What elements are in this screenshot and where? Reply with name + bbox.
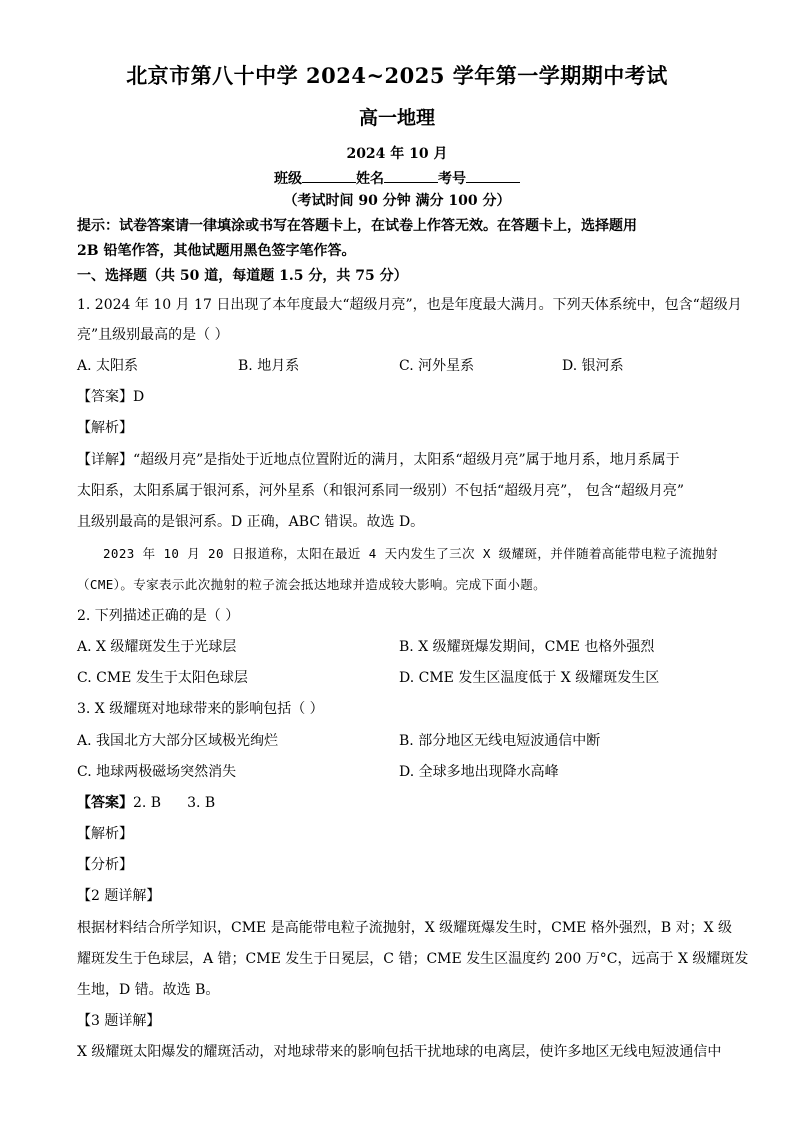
q23-analysis-label: 【解析】 xyxy=(77,826,133,842)
number-label: 考号 xyxy=(438,171,466,187)
q1-analysis-label: 【解析】 xyxy=(77,420,133,436)
student-info-row xyxy=(0,168,794,189)
q1-answer: 【答案】D xyxy=(77,389,145,405)
q2-detail-line-2: 耀斑发生于色球层，A 错；CME 发生于日冕层，C 错；CME 发生区温度约 200 万°C，远高于 X 级耀斑发 xyxy=(77,951,749,967)
q2-option-b: B. X 级耀斑爆发期间，CME 也格外强烈 xyxy=(399,639,655,655)
class-label: 班级 xyxy=(274,171,302,187)
q2-stem: 2. 下列描述正确的是（ ） xyxy=(77,608,240,624)
exam-title: 北京市第八十中学 2024~2025 学年第一学期期中考试 xyxy=(126,63,668,88)
q2-detail-line-1: 根据材料结合所学知识，CME 是高能带电粒子流抛射，X 级耀斑爆发生时，CME 格外强烈，B 对；X 级 xyxy=(77,920,733,936)
q3-detail-line-1: X 级耀斑太阳爆发的耀斑活动，对地球带来的影响包括干扰地球的电离层，使许多地区无线电短波通信中 xyxy=(77,1044,722,1060)
q3-option-a: A. 我国北方大部分区域极光绚烂 xyxy=(77,733,279,749)
section-heading: 一、选择题（共 50 道，每道题 1.5 分，共 75 分） xyxy=(77,268,408,284)
q2-option-c: C. CME 发生于太阳色球层 xyxy=(77,670,248,686)
q23-fenxi-label: 【分析】 xyxy=(77,857,133,873)
q1-option-c: C. 河外星系 xyxy=(399,358,475,374)
q3-answer: 3. B xyxy=(187,795,216,811)
q1-detail-line-1: 【详解】“超级月亮”是指处于近地点位置附近的满月，太阳系“超级月亮”属于地月系，地月系属于 xyxy=(77,452,680,468)
exam-time-info: （考试时间 90 分钟 满分 100 分） xyxy=(283,193,511,209)
q1-detail-line-3: 且级别最高的是银河系。D 正确，ABC 错误。故选 D。 xyxy=(77,514,425,530)
q3-option-b: B. 部分地区无线电短波通信中断 xyxy=(399,733,601,749)
q23-answer-label: 【答案】 xyxy=(77,795,133,811)
q3-option-c: C. 地球两极磁场突然消失 xyxy=(77,764,237,780)
exam-date: 2024 年 10 月 xyxy=(346,146,448,162)
q1-detail-line-2: 太阳系，太阳系属于银河系，河外星系（和银河系同一级别）不包括“超级月亮”， 包含“超级月亮” xyxy=(77,483,685,499)
q2-option-a: A. X 级耀斑发生于光球层 xyxy=(77,639,237,655)
q2-detail-line-3: 生地，D 错。故选 B。 xyxy=(77,982,220,998)
q2-detail-title: 【2 题详解】 xyxy=(77,888,161,904)
subject-title: 高一地理 xyxy=(358,107,435,129)
name-blank[interactable] xyxy=(384,168,438,183)
q1-stem-line-1: 1. 2024 年 10 月 17 日出现了本年度最大“超级月亮”，也是年度最大满月。下列天体系统中，包含“超级月 xyxy=(77,297,742,313)
material-line-1: 2023 年 10 月 20 日报道称，太阳在最近 4 天内发生了三次 X 级耀斑，并伴随着高能带电粒子流抛射 xyxy=(103,546,718,561)
q1-stem-line-2: 亮”且级别最高的是（ ） xyxy=(77,327,229,343)
number-blank[interactable] xyxy=(466,168,520,183)
name-label: 姓名 xyxy=(356,171,384,187)
q1-option-d: D. 银河系 xyxy=(562,358,624,374)
q1-option-b: B. 地月系 xyxy=(238,358,300,374)
class-blank[interactable] xyxy=(302,168,356,183)
material-line-2: （CME）。专家表示此次抛射的粒子流会抵达地球并造成较大影响。完成下面小题。 xyxy=(77,577,547,592)
q2-answer: 2. B xyxy=(133,795,162,811)
q3-option-d: D. 全球多地出现降水高峰 xyxy=(399,764,559,780)
q1-option-a: A. 太阳系 xyxy=(77,358,139,374)
q23-answer-row xyxy=(77,793,215,813)
q2-option-d: D. CME 发生区温度低于 X 级耀斑发生区 xyxy=(399,670,660,686)
notice-line-1: 提示：试卷答案请一律填涂或书写在答题卡上，在试卷上作答无效。在答题卡上，选择题用 xyxy=(77,218,637,234)
q3-stem: 3. X 级耀斑对地球带来的影响包括（ ） xyxy=(77,701,324,717)
q3-detail-title: 【3 题详解】 xyxy=(77,1013,161,1029)
notice-line-2: 2B 铅笔作答，其他试题用黑色签字笔作答。 xyxy=(77,243,356,259)
